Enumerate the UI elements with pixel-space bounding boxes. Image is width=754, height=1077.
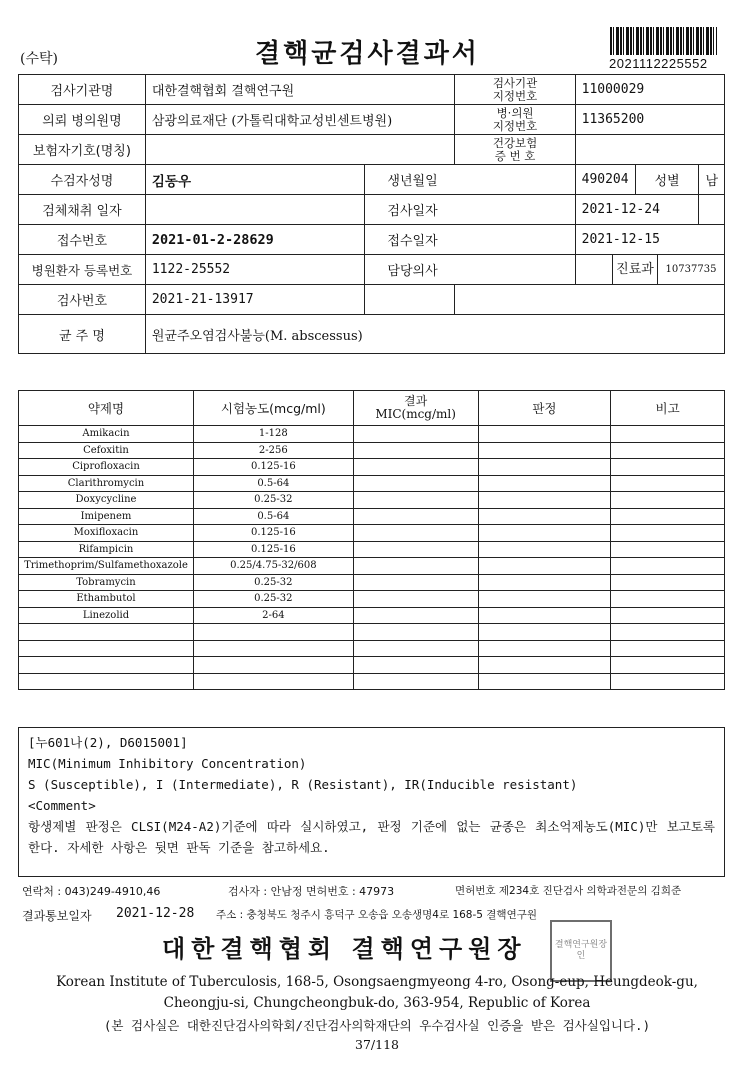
drug-name: Imipenem — [19, 508, 194, 525]
official-seal: 결핵연구원장인 — [550, 920, 612, 982]
doctor-dept-cell — [575, 255, 724, 285]
drug-susceptibility-table — [18, 390, 725, 690]
drug-name: Cefoxitin — [19, 442, 194, 459]
drug-conc: 0.125-16 — [193, 459, 353, 476]
reg-value: 1122-25552 — [145, 255, 365, 285]
inst-code-value: 11000029 — [575, 75, 724, 105]
drug-name: Doxycycline — [19, 492, 194, 509]
table-row — [19, 541, 725, 558]
drug-name: Ciprofloxacin — [19, 459, 194, 476]
dept-value: 10737735 — [657, 255, 724, 284]
barcode-graphic — [610, 27, 717, 55]
barcode-number: 2021112225552 — [609, 56, 708, 71]
address: 주소 : 충청북도 청주시 흥덕구 오송읍 오송생명4로 168-5 결핵연구원 — [216, 909, 538, 921]
patient-value: 김동우 — [145, 165, 365, 195]
drug-name: Clarithromycin — [19, 475, 194, 492]
col-remark: 비고 — [611, 391, 725, 426]
specialist: 면허번호 제234호 진단검사 의학과전문의 김희준 — [455, 885, 682, 897]
en-address-1: Korean Institute of Tuberculosis, 168-5, Osongsaengmyeong 4-ro, Osong-eup, Heungdeok-gu, — [56, 974, 698, 990]
drug-conc: 0.25-32 — [193, 492, 353, 509]
table-row — [19, 574, 725, 591]
receipt-date-label: 접수일자 — [365, 225, 575, 255]
inst-label: 검사기관명 — [19, 75, 146, 105]
drug-name: Amikacin — [19, 426, 194, 443]
drug-name: Linezolid — [19, 607, 194, 624]
receipt-value: 2021-01-2-28629 — [145, 225, 365, 255]
table-row — [19, 607, 725, 624]
hosp-code-label: 병·의원 지정번호 — [455, 105, 575, 135]
drug-conc: 0.25/4.75-32/608 — [193, 558, 353, 575]
collect-value — [145, 195, 365, 225]
copy-tag: (수탁) — [20, 51, 58, 67]
contact: 연락처 : 043)249-4910,46 — [22, 885, 161, 898]
receipt-date-value: 2021-12-15 — [575, 225, 724, 255]
sex-label: 성별 — [635, 165, 699, 195]
test-date-value: 2021-12-24 — [575, 195, 699, 225]
dob-value: 490204 — [575, 165, 635, 195]
drug-name: Moxifloxacin — [19, 525, 194, 542]
notes-box — [18, 727, 725, 877]
col-drug: 약제명 — [19, 391, 194, 426]
insurer-label: 보험자기호(명칭) — [19, 135, 146, 165]
inst-code-label: 검사기관 지정번호 — [455, 75, 575, 105]
sex-value: 남 — [699, 165, 725, 195]
test-no-label: 검사번호 — [19, 285, 146, 315]
drug-conc: 0.125-16 — [193, 525, 353, 542]
drug-name: Trimethoprim/Sulfamethoxazole — [19, 558, 194, 575]
empty-cell — [455, 285, 725, 315]
hi-value — [575, 135, 724, 165]
drug-conc: 0.5-64 — [193, 508, 353, 525]
table-row — [19, 492, 725, 509]
dob-label: 생년월일 — [365, 165, 575, 195]
insurer-value — [145, 135, 455, 165]
report-date-value: 2021-12-28 — [116, 906, 195, 921]
dept-label: 진료과 — [612, 255, 657, 284]
receipt-label: 접수번호 — [19, 225, 146, 255]
organism-label: 균 주 명 — [19, 315, 146, 354]
en-address-2: Cheongju-si, Chungcheongbuk-do, 363-954, Republic of Korea — [163, 995, 591, 1011]
drug-name: Ethambutol — [19, 591, 194, 608]
collect-label: 검체채취 일자 — [19, 195, 146, 225]
drug-conc: 0.125-16 — [193, 541, 353, 558]
table-row — [19, 459, 725, 476]
doctor-label: 담당의사 — [365, 255, 575, 285]
req-value: 삼광의료재단 (가톨릭대학교성빈센트병원) — [145, 105, 455, 135]
inst-value: 대한결핵협회 결핵연구원 — [145, 75, 455, 105]
drug-conc: 0.25-32 — [193, 574, 353, 591]
table-row — [19, 508, 725, 525]
drug-conc: 2-256 — [193, 442, 353, 459]
test-no-value: 2021-21-13917 — [145, 285, 365, 315]
drug-conc: 1-128 — [193, 426, 353, 443]
req-label: 의뢰 병의원명 — [19, 105, 146, 135]
reg-label: 병원환자 등록번호 — [19, 255, 146, 285]
drug-name: Rifampicin — [19, 541, 194, 558]
drug-conc: 0.25-32 — [193, 591, 353, 608]
table-row — [19, 591, 725, 608]
page-title: 결핵균검사결과서 — [255, 39, 480, 69]
organism-value: 원균주오염검사불능(M. abscessus) — [145, 315, 724, 354]
test-date-label: 검사일자 — [365, 195, 575, 225]
drug-conc: 2-64 — [193, 607, 353, 624]
col-judgment: 판정 — [478, 391, 611, 426]
page-number: 37/118 — [355, 1037, 399, 1052]
table-row — [19, 558, 725, 575]
table-row — [19, 525, 725, 542]
notes-code: [누601나(2), D6015001] — [28, 735, 188, 750]
drug-name: Tobramycin — [19, 574, 194, 591]
notes-mic-def: MIC(Minimum Inhibitory Concentration) — [28, 756, 307, 771]
org-name: 대한결핵협회 결핵연구원장 — [162, 935, 527, 963]
table-row — [19, 624, 725, 641]
empty-cell — [699, 195, 725, 225]
notes-comment-label: <Comment> — [28, 798, 96, 813]
patient-info-table — [18, 74, 725, 354]
patient-label: 수검자성명 — [19, 165, 146, 195]
certification: (본 검사실은 대한진단검사의학회/진단검사의학재단의 우수검사실 인증을 받은 검사실입니다.) — [103, 1018, 651, 1033]
tester: 검사자 : 안남정 면허번호 : 47973 — [228, 885, 395, 898]
notes-legend: S (Susceptible), I (Intermediate), R (Resistant), IR(Inducible resistant) — [28, 777, 578, 792]
table-row — [19, 657, 725, 674]
notes-comment: 항생제별 판정은 CLSI(M24-A2)기준에 따라 실시하였고, 판정 기준에 없는 균종은 최소억제농도(MIC)만 보고토록 한다. 자세한 사항은 뒷면 판독 기준을 참고하세요. — [28, 819, 715, 855]
hosp-code-value: 11365200 — [575, 105, 724, 135]
table-row — [19, 442, 725, 459]
table-row — [19, 640, 725, 657]
col-conc: 시험농도(mcg/ml) — [193, 391, 353, 426]
table-row — [19, 673, 725, 690]
table-row — [19, 426, 725, 443]
hi-label: 건강보험 증 번 호 — [455, 135, 575, 165]
empty-cell — [365, 285, 455, 315]
table-row — [19, 475, 725, 492]
col-mic: 결과 MIC(mcg/ml) — [353, 391, 478, 426]
drug-conc: 0.5-64 — [193, 475, 353, 492]
report-date-label: 결과통보일자 — [22, 909, 92, 923]
